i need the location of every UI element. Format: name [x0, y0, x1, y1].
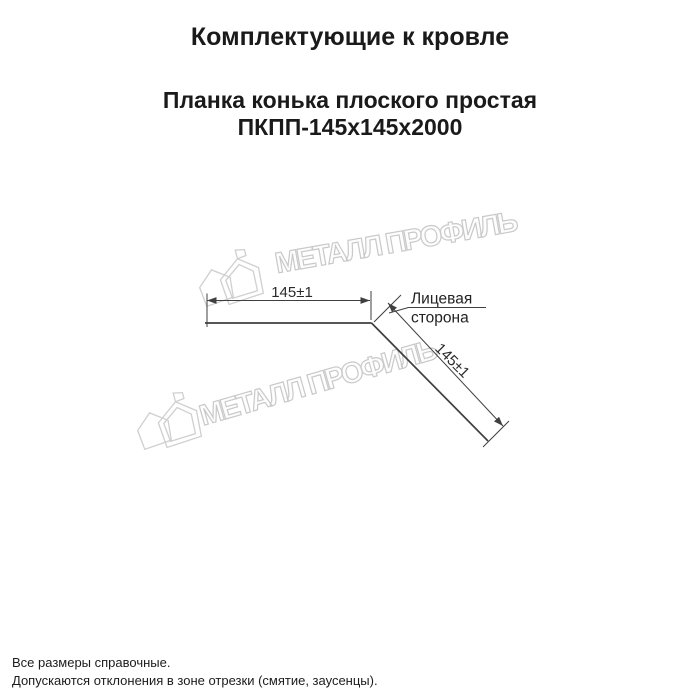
dimension-horizontal-value: 145±1: [271, 284, 313, 301]
watermark-text: МЕТАЛЛ ПРОФИЛЬ: [196, 334, 440, 433]
footer-note-2: Допускаются отклонения в зоне отрезки (смятие, заусенцы).: [12, 672, 378, 688]
watermark-text: МЕТАЛЛ ПРОФИЛЬ: [272, 206, 519, 281]
watermark-bottom: [131, 334, 441, 454]
product-code: ПКПП-145х145х2000: [237, 114, 463, 140]
footer-notes: [12, 654, 378, 689]
face-side-label: [389, 291, 486, 327]
footer-note-1: Все размеры справочные.: [12, 655, 171, 670]
face-side-label-line2: сторона: [411, 309, 469, 327]
face-side-label-line1: Лицевая: [411, 290, 473, 308]
product-name: Планка конька плоского простая: [162, 87, 538, 113]
page-title: Комплектующие к кровле: [190, 23, 510, 51]
dimension-diagonal-value: 145±1: [431, 340, 473, 382]
metall-profil-logo-icon: [131, 388, 204, 453]
